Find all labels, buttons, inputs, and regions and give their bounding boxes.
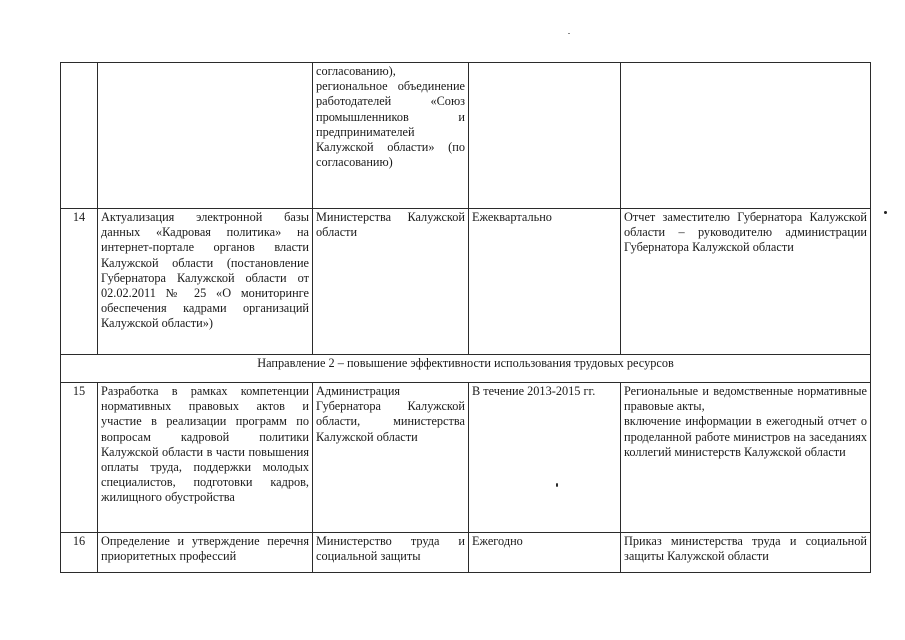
row-number bbox=[61, 63, 98, 209]
row-number: 15 bbox=[61, 383, 98, 533]
term-cell: Ежегодно bbox=[469, 533, 621, 573]
scan-speck bbox=[884, 211, 887, 214]
term-cell bbox=[469, 63, 621, 209]
scan-speck bbox=[556, 483, 558, 487]
responsible-cell: Администрация Губернатора Калужской области, министерства Калужской области bbox=[313, 383, 469, 533]
result-cell: Приказ министерства труда и социальной защиты Калужской области bbox=[621, 533, 871, 573]
responsible-cell: Министерства Калужской области bbox=[313, 209, 469, 355]
row-number: 16 bbox=[61, 533, 98, 573]
scan-speck bbox=[568, 33, 570, 34]
section-title: Направление 2 – повышение эффективности использования трудовых ресурсов bbox=[61, 355, 871, 383]
term-cell: Ежеквартально bbox=[469, 209, 621, 355]
task-cell: Определение и утверждение перечня приоритетных профессий bbox=[98, 533, 313, 573]
table-row bbox=[61, 533, 871, 573]
term-cell: В течение 2013-2015 гг. bbox=[469, 383, 621, 533]
responsible-cell: согласованию), региональное объединение работодателей «Союз промышленников и предпринимателей Калужской области» (по согласованию) bbox=[313, 63, 469, 209]
section-row bbox=[61, 355, 871, 383]
result-line: включение информации в ежегодный отчет о проделанной работе министров на заседаниях коллегий министерств Калужской области bbox=[624, 414, 867, 459]
task-cell: Актуализация электронной базы данных «Кадровая политика» на интернет-портале органов власти Калужской области (постановление Губернатора Калужской области от 02.02.2011 № 25 «О мониторинге обеспечения кадрами организаций Калужской области») bbox=[98, 209, 313, 355]
table-row bbox=[61, 63, 871, 209]
table-row bbox=[61, 383, 871, 533]
result-cell: Отчет заместителю Губернатора Калужской области – руководителю администрации Губернатора Калужской области bbox=[621, 209, 871, 355]
result-cell bbox=[621, 383, 871, 533]
result-line: Региональные и ведомственные нормативные правовые акты, bbox=[624, 384, 867, 414]
table-row bbox=[61, 209, 871, 355]
row-number: 14 bbox=[61, 209, 98, 355]
task-cell bbox=[98, 63, 313, 209]
measures-table bbox=[60, 62, 871, 573]
result-cell bbox=[621, 63, 871, 209]
responsible-cell: Министерство труда и социальной защиты bbox=[313, 533, 469, 573]
task-cell: Разработка в рамках компетенции нормативных правовых актов и участие в реализации программ по вопросам кадровой политики Калужской области в части повышения оплаты труда, поддержки молодых специалистов, подготовки кадров, жилищного обустройства bbox=[98, 383, 313, 533]
